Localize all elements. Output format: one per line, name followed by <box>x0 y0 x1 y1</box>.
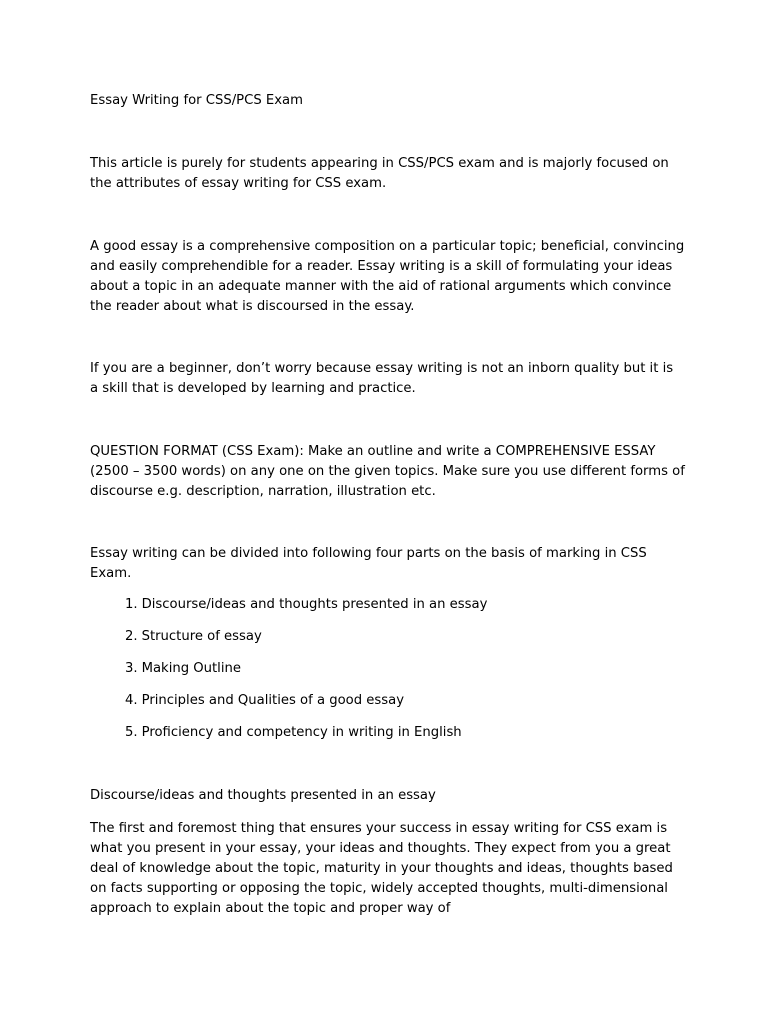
list-item-text: Discourse/ideas and thoughts presented in an essay <box>141 597 488 612</box>
list-item-number: 1. <box>125 597 138 612</box>
list-item <box>125 659 487 691</box>
list-item <box>125 723 487 755</box>
paragraph-intro: This article is purely for students appearing in CSS/PCS exam and is majorly focused on the attributes of essay writing for CSS exam. <box>90 156 669 191</box>
paragraph-parts-intro: Essay writing can be divided into following four parts on the basis of marking in CSS Exam. <box>90 546 647 581</box>
list-item-text: Making Outline <box>141 661 241 676</box>
list-item <box>125 595 487 627</box>
document-title: Essay Writing for CSS/PCS Exam <box>90 93 303 108</box>
list-item-number: 4. <box>125 693 138 708</box>
list-item <box>125 691 487 723</box>
paragraph-definition: A good essay is a comprehensive composition on a particular topic; beneficial, convincing and easily comprehendible for a reader. Essay writing is a skill of formulating your ideas about a topic in an adequate manner with the aid of rational arguments which convince the reader about what is discoursed in the essay. <box>90 239 685 314</box>
list-item-number: 3. <box>125 661 138 676</box>
paragraph-beginner: If you are a beginner, don’t worry because essay writing is not an inborn quality but it is a skill that is developed by learning and practice. <box>90 361 674 396</box>
list-item-text: Proficiency and competency in writing in English <box>141 725 462 740</box>
paragraph-question-format: QUESTION FORMAT (CSS Exam): Make an outline and write a COMPREHENSIVE ESSAY (2500 – 3500 words) on any one on the given topics. Make sure you use different forms of discourse e.g. description, narration, illustration etc. <box>90 444 685 499</box>
list-item-number: 5. <box>125 725 138 740</box>
list-item-text: Structure of essay <box>141 629 262 644</box>
list-item-number: 2. <box>125 629 138 644</box>
section-paragraph: The first and foremost thing that ensures your success in essay writing for CSS exam is what you present in your essay, your ideas and thoughts. They expect from you a great deal of knowledge about the topic, maturity in your thoughts and ideas, thoughts based on facts supporting or opposing the topic, widely accepted thoughts, multi-dimensional approach to explain about the topic and proper way of <box>90 821 673 916</box>
list-item <box>125 627 487 659</box>
list-item-text: Principles and Qualities of a good essay <box>141 693 405 708</box>
parts-list <box>125 595 487 755</box>
section-heading: Discourse/ideas and thoughts presented in an essay <box>90 788 436 803</box>
